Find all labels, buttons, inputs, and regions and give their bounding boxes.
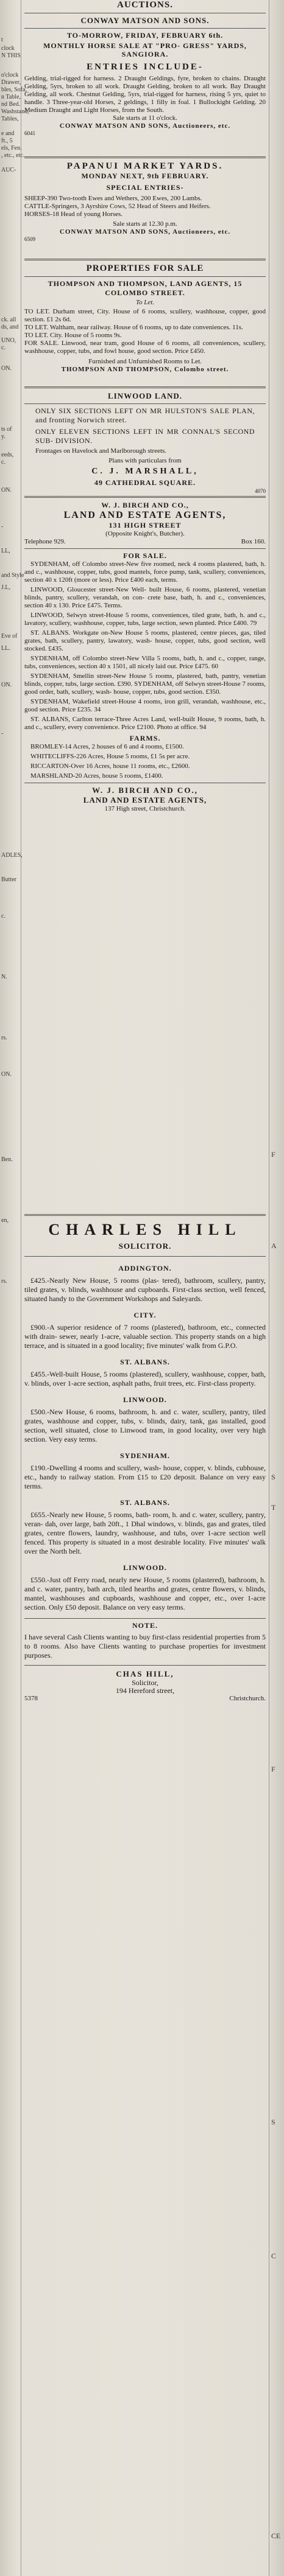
left-fragment-text: ON. (1, 487, 12, 494)
left-fragment-text: UNO, (1, 337, 16, 344)
ad-reference-number: 6509 (24, 236, 35, 242)
hill-ad (24, 1211, 266, 1703)
property-listing: LINWOOD, Gloucester street-New Well- built House, 6 rooms, plastered, venetian blinds, pantry, scullery, verandah, on con- crete base, bath, h. and c., conveniences, section 40 x 130. Price £475. Terms. (24, 586, 266, 609)
left-fragment-text: n Table, (1, 94, 21, 100)
left-fragment-text: nd Bed. (1, 101, 21, 108)
left-fragment-text: N. (1, 974, 7, 980)
cattle-entries: CATTLE-Springers, 3 Ayrshire Cows, 52 Head of Steers and Heifers. (24, 203, 211, 210)
divider (24, 403, 266, 404)
mr-hulston-sections: ONLY SIX SECTIONS LEFT ON MR HULSTON'S SALE PLAN, and fronting Norwich street. (35, 407, 255, 424)
locality-heading: ADDINGTON. (118, 1264, 172, 1272)
sale-date: TO-MORROW, FRIDAY, FEBRUARY 6th. (66, 31, 224, 40)
locality-heading: CITY. (133, 1311, 157, 1319)
special-entries-heading: SPECIAL ENTRIES- (106, 183, 184, 192)
property-listing: SYDENHAM, off Colombo street-New five roomed, neck 4 rooms plastered, bath, h. and c., washhouse, copper, tubs, good mantels, force pump, tank, scullery, conveniences, section 40 x 120ft (more or less). Price £400 each, terms. (24, 560, 266, 584)
left-fragment-text: y. (1, 433, 5, 440)
left-fragment-text: and Style (1, 572, 24, 579)
papanui-date: MONDAY NEXT, 9th FEBRUARY. (81, 172, 209, 180)
hill-listings (24, 1264, 266, 1612)
linwood-land-heading: LINWOOD LAND. (107, 391, 183, 400)
left-fragment-text: bles, Sofa, (1, 86, 27, 93)
divider (24, 1618, 266, 1619)
left-fragment-text: ts of (1, 426, 12, 433)
mr-connal-sections: ONLY ELEVEN SECTIONS LEFT IN MR CONNAL'S SECOND SUB- DIVISION. (35, 427, 255, 445)
property-listing: £455.-Well-built House, 5 rooms (plastered), scullery, washhouse, copper, bath, v. blinds, over 1-acre section, asphalt paths, fruit trees, etc. First-class property. (24, 1370, 266, 1387)
left-fragment-text: els, Fen. (1, 145, 22, 152)
right-fragment-text: T (271, 1503, 276, 1512)
locality-heading: LINWOOD. (123, 1563, 167, 1572)
note-heading: NOTE. (132, 1621, 158, 1630)
linwood-land-ad (24, 383, 266, 495)
hill-title: SOLICITOR. (118, 1241, 172, 1251)
divider (24, 1665, 266, 1666)
birch-contact-row (24, 538, 266, 546)
birch-firm-name: W. J. BIRCH AND CO., (101, 501, 189, 509)
right-fragment-text: CE (271, 2532, 281, 2540)
left-fragment-text: ON. (1, 682, 12, 688)
left-fragment-text: - (1, 730, 4, 737)
left-fragment-text: N THIS (1, 52, 21, 59)
plans-note: Plans with particulars from (108, 457, 182, 464)
properties-ad (24, 256, 266, 373)
left-fragment-text: ON. (1, 1071, 12, 1078)
ad-reference-number: 5378 (24, 1695, 38, 1702)
left-fragment-text: c. (1, 459, 5, 466)
hill-name: CHARLES HILL (48, 1221, 242, 1238)
left-fragment-text: clock (1, 45, 15, 52)
property-listing: £550.-Just off Ferry road, nearly new House, 5 rooms (plastered), bathroom, h. and c. water, pantry, bath arch, tiled hearths and grates, centre flowers, v. blinds, mantel, washhouses and cupboards, washhouse and copper, etc., over 1-acre section. Only £50 deposit. Balance on very easy terms. (24, 1576, 266, 1611)
divider (24, 28, 266, 29)
birch-box: Box 160. (241, 538, 266, 545)
left-column-fragment (0, 0, 29, 2576)
agent-signoff: THOMPSON AND THOMPSON, Colombo street. (61, 366, 229, 373)
hill-signoff-name: CHAS HILL, (116, 1669, 174, 1678)
left-fragment-text: c. (1, 344, 5, 351)
rooms-to-let-note: Furnished and Unfurnished Rooms to Let. (88, 358, 202, 365)
property-listing: £500.-New House, 6 rooms, bathroom, h. and c. water, scullery, pantry, tiled grates, washhouse and copper, tubs, v. blinds, dairy, tank, gas installed, good section, well situated, close to Linwood tram, in good locality, over very high section. Very easy terms. (24, 1408, 266, 1443)
horse-entries: HORSES-18 Head of young Horses. (24, 211, 123, 218)
hill-signoff-title: Solicitor, (132, 1678, 158, 1687)
farm-listing: WHITECLIFFS-226 Acres, House 5 rooms, £1 5s per acre. (30, 753, 190, 760)
left-fragment-text: J.L, (1, 584, 10, 591)
auctions-heading: AUCTIONS. (117, 0, 173, 10)
left-fragment-text: rs. (1, 1278, 7, 1285)
right-fragment-text: S (271, 2118, 275, 2126)
right-fragment-text: C (271, 2252, 277, 2260)
papanui-heading: PAPANUI MARKET YARDS. (66, 161, 224, 171)
agent-name: THOMPSON AND THOMPSON, LAND AGENTS, 15 COLOMBO STREET. (48, 279, 243, 297)
listing-to-let-durham: TO LET. Durham street, City. House of 6 rooms, scullery, washhouse, copper, good section. £1 2s 6d. (24, 308, 266, 323)
property-listing: £900.-A superior residence of 7 rooms (plastered), bathroom, etc., connected with drain- sewer, nearly 1-acre, valuable section. This property stands on a high terrace, and is situated in a good locality; five minutes' walk from G.P.O. (24, 1323, 266, 1350)
right-column-fragment (269, 0, 284, 2576)
left-fragment-text: ck. all (1, 316, 16, 323)
left-fragment-text: Drawer, (1, 79, 21, 86)
ad-reference-number: 4070 (255, 488, 266, 494)
left-fragment-text: c. (1, 913, 5, 920)
locality-heading: LINWOOD. (123, 1395, 167, 1404)
auctions-ad (24, 0, 266, 138)
auctioneer-signoff: CONWAY MATSON AND SONS, Auctioneers, etc. (59, 228, 231, 236)
birch-signoff-firm: W. J. BIRCH AND CO., (92, 786, 198, 795)
locality-heading: ST. ALBANS. (120, 1498, 170, 1507)
birch-opposite: (Opposite Knight's, Butcher). (105, 530, 185, 537)
right-fragment-text: A (271, 1241, 277, 1250)
agent-address: 49 CATHEDRAL SQUARE. (94, 478, 196, 487)
property-listing: £425.-Nearly New House, 5 rooms (plas- tered), bathroom, scullery, pantry, tiled grates, v. blinds, washhouse and cupboards. First-class section, well fenced, situated handy to the Government Workshops and Saleyards. (24, 1276, 266, 1303)
listing-for-sale-linwood: FOR SALE. Linwood, near tram, good House of 6 rooms, all conveniences, scullery, washhouse, copper, tubs, and fowl house, good section. Price £450. (24, 340, 266, 355)
divider (24, 259, 266, 260)
divider (24, 156, 266, 158)
left-fragment-text: ON. (1, 365, 12, 372)
property-listing: £190.-Dwelling 4 rooms and scullery, wash- house, copper, v. blinds, cubhouse, etc., handy to railway station. From £15 to £20 deposit. Balance on very easy terms. (24, 1464, 266, 1490)
birch-title: LAND AND ESTATE AGENTS, (63, 510, 227, 520)
main-column (24, 0, 266, 2576)
divider (24, 1214, 266, 1216)
entries-heading: ENTRIES INCLUDE- (87, 62, 204, 72)
property-listing: SYDENHAM, Smellin street-New House 5 rooms, plastered, bath, pantry, venetian blinds, copper, tubs, large section. £390. SYDENHAM, off Selwyn street-House 7 rooms, good order, bath, scullery, wash- house, copper, tubs, good section. £350. (24, 672, 266, 696)
left-fragment-text: - (1, 523, 4, 530)
properties-heading: PROPERTIES FOR SALE (86, 264, 204, 273)
birch-signoff-address: 137 High street, Christchurch. (104, 805, 186, 812)
listing-to-let-city: TO LET. City. House of 5 rooms 9s. (24, 332, 122, 339)
birch-street: 131 HIGH STREET (108, 521, 182, 529)
left-fragment-text: eeds, (1, 452, 14, 458)
left-fragment-text: ft., 5 (1, 138, 13, 144)
divider (24, 1256, 266, 1257)
sale-start-time: Sale starts at 11 o'clock. (113, 114, 177, 122)
to-let-subheading: To Let. (135, 299, 155, 306)
note-text: I have several Cash Clients wanting to buy first-class residential properties from 5 to 8 rooms. Also have Clients wanting to purchase properties for investment purposes. (24, 1633, 266, 1660)
birch-listings (24, 560, 266, 696)
birch-telephone: Telephone 929. (24, 538, 66, 545)
birch-listings-more (24, 698, 266, 731)
left-fragment-text: Eve of (1, 633, 18, 640)
right-fragment-text: F (271, 1150, 275, 1159)
divider (24, 548, 266, 549)
locality-heading: ST. ALBANS. (120, 1358, 170, 1366)
for-sale-heading: FOR SALE. (123, 551, 167, 560)
left-fragment-text: ADLES, (1, 852, 23, 859)
property-listing: ST. ALBANS. Workgate on-New House 5 rooms, plastered, centre pieces, gas, tiled grates, bath, scullery, pantry, lawatory, wash- house, copper, tubs, good section, well stocked. £435. (24, 629, 266, 652)
left-fragment-text: rs. (1, 1035, 7, 1041)
property-listing: LINWOOD, Selwyn street-House 5 rooms, conveniences, tiled grate, bath, h. and c., lavatory, scullery, washhouse, copper, tubs, large section, sewn planted. Price £400. 79 (24, 612, 266, 627)
divider (24, 276, 266, 277)
hill-footer-row (24, 1695, 266, 1703)
property-listing: ST. ALBANS, Carlton terrace-Three Acres Land, well-built House, 9 rooms, bath, h. and c., scullery, every convenience. Price £2100. Photo at office. 94 (24, 716, 266, 731)
left-fragment-text: Tables, (1, 116, 19, 122)
entries-list: Gelding, trial-rigged for harness. 2 Draught Geldings, fyre, broken to chains. Draught Gelding, 5yrs, broken to all work. Draught Gelding, broken to all work. Bay Draught Gelding, all work. Chestnut Gelding, 5yrs, trial-rigged for harness, rising 5 yrs, quiet to handle. 3 Three-year-old Horses, 2 geldings, 1 filly in foal. 1 Bullockight Gelding. 20 Medium Draught and Light Horses, from the South. (24, 75, 266, 114)
left-fragment-text: Washstand, (1, 108, 29, 115)
farm-listing: MARSHLAND-20 Acres, house 5 rooms, £1400. (30, 772, 163, 780)
farm-listing: RICCARTON-Over 16 Acres, house 11 rooms, etc., £2600. (30, 763, 190, 770)
divider (24, 386, 266, 388)
property-listing: SYDENHAM, Wakefield street-House 4 rooms, iron grill, verandah, washhouse, etc., good section. Price £235. 34 (24, 698, 266, 713)
property-listing: SYDENHAM, off Colombo street-New Villa 5 rooms, bath, h. and c., copper, range, tubs, conveniences, section 40 x 1501, all nicely laid out. Price £475. 60 (24, 655, 266, 670)
farm-listings (24, 743, 266, 780)
birch-signoff-title: LAND AND ESTATE AGENTS, (83, 795, 207, 805)
left-fragment-text: LL. (1, 645, 10, 652)
left-fragment-text: AUC- (1, 167, 16, 173)
sale-start-time: Sale starts at 12.30 p.m. (113, 220, 177, 228)
frontages-note: Frontages on Havelock and Marlborough streets. (35, 447, 167, 455)
farm-listing: BROMLEY-14 Acres, 2 houses of 6 and 4 rooms, £1500. (30, 743, 184, 750)
papanui-ad (24, 153, 266, 243)
birch-ad (24, 493, 266, 813)
divider (24, 496, 266, 498)
left-fragment-text: Butter (1, 876, 16, 883)
left-fragment-text: ds, and (1, 324, 19, 330)
listing-to-let-waltham: TO LET. Waltham, near railway. House of 6 rooms, up to date conveniences. 11s. (24, 324, 243, 331)
sale-description: MONTHLY HORSE SALE AT "PRO- GRESS" YARDS, SANGIORA. (43, 41, 247, 58)
left-fragment-text: o'clock (1, 72, 19, 79)
right-fragment-text: F (271, 1765, 275, 1773)
sheep-entries: SHEEP-390 Two-tooth Ewes and Wethers, 200 Ewes, 200 Lambs. (24, 195, 202, 202)
hill-signoff-city: Christchurch. (229, 1695, 266, 1702)
left-fragment-text: en, (1, 1217, 9, 1224)
locality-heading: SYDENHAM. (119, 1451, 170, 1460)
auctioneer-signoff: CONWAY MATSON AND SONS, Auctioneers, etc. (59, 122, 231, 130)
left-fragment-text: t (1, 37, 3, 43)
left-fragment-text: Ben. (1, 1156, 13, 1163)
agent-name: C. J. MARSHALL, (91, 467, 199, 476)
farms-heading: FARMS. (129, 734, 161, 742)
right-fragment-text: S (271, 1473, 275, 1481)
property-listing: £655.-Nearly new House, 5 rooms, bath- room, h. and c. water, scullery, pantry, veran- dah, over large, bath 20ft., 1 Dhal windows, v. blinds, gas and grates, tiled grates, centre flowers, laundry, washhouse, and tubs, over 1-acre section well fenced. This property is situated in a most desirable locality. Five minutes' walk over the North belt. (24, 1510, 266, 1555)
auctioneer-name: CONWAY MATSON AND SONS. (80, 16, 210, 25)
left-fragment-text: , etc., etc. (1, 152, 25, 159)
left-fragment-text: LL, (1, 548, 10, 554)
ad-reference-number: 6041 (24, 130, 35, 136)
left-fragment-text: e and (1, 130, 15, 137)
hill-signoff-address: 194 Hereford street, (115, 1686, 175, 1695)
